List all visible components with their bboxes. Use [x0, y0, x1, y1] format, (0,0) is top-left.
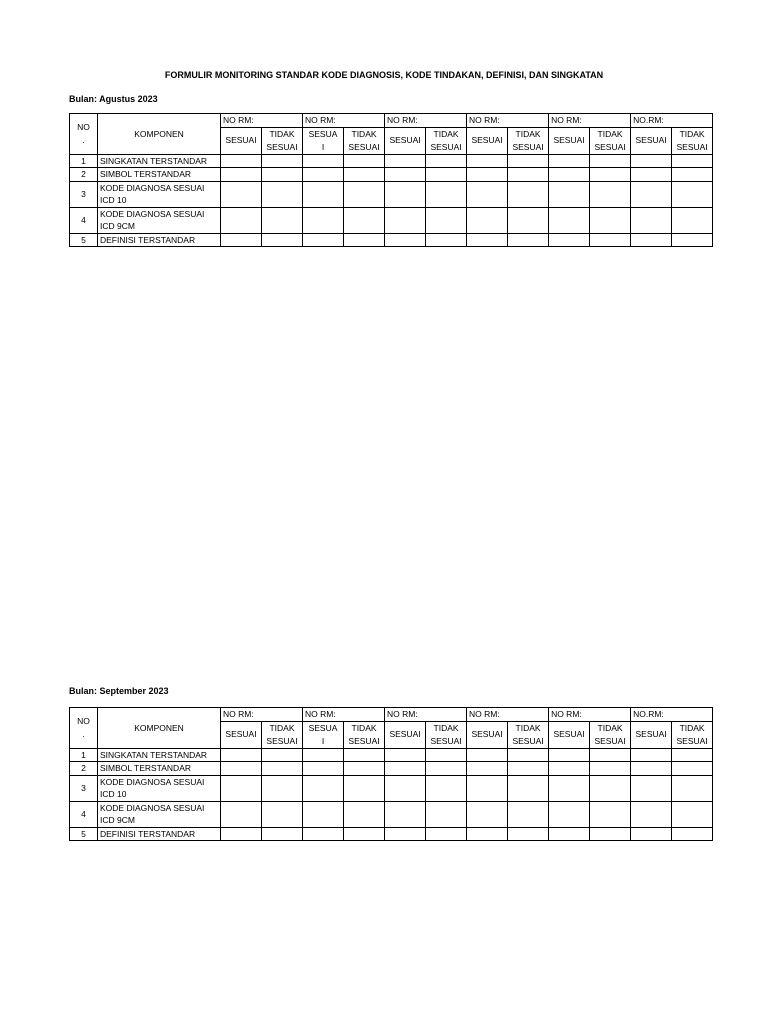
sesuai-check-cell[interactable]: [385, 827, 426, 841]
rm-group-header: [549, 114, 631, 128]
cell-text-line: SESUAI: [676, 141, 708, 152]
sesuai-check-cell[interactable]: [221, 168, 262, 182]
tidak-sesuai-check-cell[interactable]: [672, 207, 713, 233]
tidak-sesuai-check-cell[interactable]: [262, 207, 303, 233]
sesuai-check-cell[interactable]: [221, 762, 262, 776]
cell-text: NO RM:: [469, 709, 500, 719]
sesuai-check-cell[interactable]: [549, 168, 590, 182]
sesuai-check-cell[interactable]: [467, 181, 508, 207]
row-number: [70, 748, 98, 762]
rm-group-header: [221, 114, 303, 128]
sesuai-check-cell[interactable]: [221, 775, 262, 801]
component-name: [98, 233, 221, 247]
cell-text: 5: [81, 234, 86, 245]
sesuai-check-cell[interactable]: [385, 207, 426, 233]
tidak-sesuai-check-cell[interactable]: [344, 233, 385, 247]
cell-text-line: .: [82, 728, 85, 739]
tidak-sesuai-check-cell[interactable]: [508, 233, 549, 247]
row-number: [70, 762, 98, 776]
tidak-sesuai-check-cell[interactable]: [672, 748, 713, 762]
tidak-sesuai-header: [508, 721, 549, 748]
cell-text: NO RM:: [551, 115, 582, 125]
sesuai-header: [549, 721, 590, 748]
sesuai-header: [385, 127, 426, 154]
sesuai-header: [549, 127, 590, 154]
sesuai-check-cell[interactable]: [385, 168, 426, 182]
sesuai-check-cell[interactable]: [303, 762, 344, 776]
cell-text: NO.RM:: [633, 709, 664, 719]
cell-text-line: .: [82, 134, 85, 145]
tidak-sesuai-check-cell[interactable]: [426, 233, 467, 247]
tidak-sesuai-check-cell[interactable]: [590, 154, 631, 168]
sesuai-check-cell[interactable]: [385, 748, 426, 762]
cell-text-line: ICD 10: [100, 195, 127, 205]
cell-text: NO.RM:: [633, 115, 664, 125]
cell-text-line: TIDAK: [433, 129, 459, 139]
sesuai-header: [385, 721, 426, 748]
cell-text-line: TIDAK: [433, 723, 459, 733]
cell-text: 4: [81, 808, 86, 819]
row-number: [70, 801, 98, 827]
cell-text: 4: [81, 214, 86, 225]
component-header: [98, 114, 221, 155]
tidak-sesuai-check-cell[interactable]: [672, 801, 713, 827]
sesuai-check-cell[interactable]: [385, 762, 426, 776]
tidak-sesuai-check-cell[interactable]: [590, 762, 631, 776]
cell-text-line: NO: [77, 122, 90, 133]
tidak-sesuai-check-cell[interactable]: [426, 827, 467, 841]
sesuai-check-cell[interactable]: [467, 762, 508, 776]
cell-text-line: TIDAK: [515, 723, 541, 733]
sesuai-check-cell[interactable]: [385, 154, 426, 168]
tidak-sesuai-check-cell[interactable]: [262, 168, 303, 182]
cell-text-line: SIMBOL TERSTANDAR: [100, 169, 191, 179]
cell-text-line: I: [321, 141, 325, 152]
tidak-sesuai-check-cell[interactable]: [590, 775, 631, 801]
tidak-sesuai-check-cell[interactable]: [672, 168, 713, 182]
cell-text-line: I: [321, 735, 325, 746]
tidak-sesuai-check-cell[interactable]: [262, 181, 303, 207]
month-label: Bulan: Agustus 2023: [69, 94, 158, 104]
sesuai-check-cell[interactable]: [303, 181, 344, 207]
cell-text: SESUAI: [225, 135, 257, 146]
cell-text: SESUAI: [553, 729, 585, 740]
cell-text: NO RM:: [387, 115, 418, 125]
table-row: [70, 181, 713, 207]
sesuai-check-cell[interactable]: [549, 748, 590, 762]
cell-text: SESUAI: [635, 729, 667, 740]
component-name: [98, 181, 221, 207]
cell-text-line: DEFINISI TERSTANDAR: [100, 828, 196, 839]
component-name: [98, 775, 221, 801]
sesuai-header: [467, 127, 508, 154]
tidak-sesuai-header: [508, 127, 549, 154]
tidak-sesuai-check-cell[interactable]: [262, 827, 303, 841]
tidak-sesuai-check-cell[interactable]: [590, 827, 631, 841]
sesuai-check-cell[interactable]: [385, 181, 426, 207]
cell-text: NO RM:: [305, 709, 336, 719]
sesuai-check-cell[interactable]: [467, 748, 508, 762]
component-name: [98, 207, 221, 233]
tidak-sesuai-check-cell[interactable]: [426, 181, 467, 207]
sesuai-check-cell[interactable]: [303, 168, 344, 182]
tidak-sesuai-check-cell[interactable]: [590, 233, 631, 247]
tidak-sesuai-check-cell[interactable]: [672, 827, 713, 841]
cell-text: 3: [81, 782, 86, 793]
tidak-sesuai-check-cell[interactable]: [262, 801, 303, 827]
sesuai-check-cell[interactable]: [631, 233, 672, 247]
sesuai-check-cell[interactable]: [303, 154, 344, 168]
sesuai-check-cell[interactable]: [467, 801, 508, 827]
tidak-sesuai-header: [344, 127, 385, 154]
sesuai-check-cell[interactable]: [467, 168, 508, 182]
cell-text-line: SESUA: [308, 723, 338, 733]
cell-text-line: SESUAI: [348, 735, 380, 746]
tidak-sesuai-check-cell[interactable]: [508, 801, 549, 827]
sesuai-check-cell[interactable]: [549, 233, 590, 247]
rm-group-header: [467, 708, 549, 722]
cell-text: 5: [81, 828, 86, 839]
cell-text: KOMPONEN: [134, 722, 184, 733]
cell-text-line: SESUAI: [266, 141, 298, 152]
tidak-sesuai-check-cell[interactable]: [262, 233, 303, 247]
cell-text: SESUAI: [389, 729, 421, 740]
monitoring-table: [69, 707, 713, 841]
rm-group-header: [385, 708, 467, 722]
cell-text-line: TIDAK: [515, 129, 541, 139]
cell-text-line: SESUAI: [430, 735, 462, 746]
tidak-sesuai-check-cell[interactable]: [672, 181, 713, 207]
cell-text-line: KODE DIAGNOSA SESUAI: [100, 776, 205, 787]
sesuai-check-cell[interactable]: [303, 748, 344, 762]
sesuai-check-cell[interactable]: [549, 154, 590, 168]
row-number: [70, 181, 98, 207]
cell-text: SESUAI: [553, 135, 585, 146]
cell-text: SESUAI: [635, 135, 667, 146]
component-name: [98, 801, 221, 827]
cell-text: NO RM:: [223, 115, 254, 125]
cell-text-line: TIDAK: [269, 723, 295, 733]
sesuai-check-cell[interactable]: [631, 827, 672, 841]
sesuai-check-cell[interactable]: [467, 207, 508, 233]
sesuai-check-cell[interactable]: [303, 207, 344, 233]
rm-group-header: [385, 114, 467, 128]
component-name: [98, 168, 221, 182]
table-row: [70, 233, 713, 247]
cell-text-line: TIDAK: [351, 129, 377, 139]
header-row: [70, 114, 713, 128]
tidak-sesuai-check-cell[interactable]: [262, 775, 303, 801]
tidak-sesuai-check-cell[interactable]: [344, 762, 385, 776]
table-row: [70, 207, 713, 233]
sesuai-check-cell[interactable]: [631, 748, 672, 762]
row-number: [70, 168, 98, 182]
rm-group-header: [221, 708, 303, 722]
cell-text-line: TIDAK: [679, 723, 705, 733]
no-header: [70, 114, 98, 155]
sesuai-check-cell[interactable]: [221, 154, 262, 168]
tidak-sesuai-header: [672, 721, 713, 748]
sesuai-check-cell[interactable]: [631, 801, 672, 827]
tidak-sesuai-header: [426, 127, 467, 154]
tidak-sesuai-check-cell[interactable]: [672, 775, 713, 801]
cell-text: SESUAI: [471, 135, 503, 146]
sesuai-check-cell[interactable]: [549, 775, 590, 801]
sesuai-check-cell[interactable]: [631, 775, 672, 801]
tidak-sesuai-check-cell[interactable]: [672, 762, 713, 776]
component-header: [98, 708, 221, 749]
cell-text: 2: [81, 763, 86, 773]
cell-text-line: SESUAI: [676, 735, 708, 746]
cell-text: NO RM:: [387, 709, 418, 719]
sesuai-header: [631, 127, 672, 154]
sesuai-check-cell[interactable]: [549, 181, 590, 207]
tidak-sesuai-check-cell[interactable]: [344, 154, 385, 168]
cell-text-line: TIDAK: [269, 129, 295, 139]
cell-text-line: ICD 10: [100, 789, 127, 799]
row-number: [70, 233, 98, 247]
cell-text-line: KODE DIAGNOSA SESUAI: [100, 182, 205, 193]
tidak-sesuai-check-cell[interactable]: [672, 154, 713, 168]
cell-text: KOMPONEN: [134, 128, 184, 139]
cell-text: 3: [81, 188, 86, 199]
row-number: [70, 775, 98, 801]
sesuai-check-cell[interactable]: [303, 801, 344, 827]
tidak-sesuai-check-cell[interactable]: [508, 154, 549, 168]
sesuai-header: [221, 127, 262, 154]
rm-group-header: [303, 114, 385, 128]
cell-text-line: SESUA: [308, 129, 338, 139]
sesuai-check-cell[interactable]: [549, 827, 590, 841]
sesuai-check-cell[interactable]: [631, 762, 672, 776]
cell-text-line: SESUAI: [594, 735, 626, 746]
cell-text-line: TIDAK: [597, 129, 623, 139]
cell-text-line: ICD 9CM: [100, 815, 135, 825]
tidak-sesuai-check-cell[interactable]: [590, 801, 631, 827]
sesuai-check-cell[interactable]: [385, 801, 426, 827]
cell-text: NO RM:: [551, 709, 582, 719]
tidak-sesuai-header: [590, 721, 631, 748]
table-row: [70, 748, 713, 762]
cell-text: 2: [81, 169, 86, 179]
component-name: [98, 762, 221, 776]
cell-text-line: SESUAI: [430, 141, 462, 152]
cell-text: SESUAI: [389, 135, 421, 146]
sesuai-check-cell[interactable]: [631, 181, 672, 207]
component-name: [98, 748, 221, 762]
tidak-sesuai-check-cell[interactable]: [508, 827, 549, 841]
tidak-sesuai-check-cell[interactable]: [262, 154, 303, 168]
tidak-sesuai-header: [672, 127, 713, 154]
rm-group-header: [549, 708, 631, 722]
tidak-sesuai-check-cell[interactable]: [426, 801, 467, 827]
month-label: Bulan: September 2023: [69, 686, 169, 696]
tidak-sesuai-check-cell[interactable]: [426, 154, 467, 168]
tidak-sesuai-header: [344, 721, 385, 748]
tidak-sesuai-check-cell[interactable]: [344, 181, 385, 207]
table-row: [70, 168, 713, 182]
sesuai-check-cell[interactable]: [467, 827, 508, 841]
tidak-sesuai-check-cell[interactable]: [508, 181, 549, 207]
tidak-sesuai-check-cell[interactable]: [508, 775, 549, 801]
tidak-sesuai-check-cell[interactable]: [344, 748, 385, 762]
tidak-sesuai-check-cell[interactable]: [344, 827, 385, 841]
header-row: [70, 708, 713, 722]
sesuai-check-cell[interactable]: [467, 775, 508, 801]
tidak-sesuai-check-cell[interactable]: [590, 168, 631, 182]
sesuai-check-cell[interactable]: [221, 748, 262, 762]
sesuai-check-cell[interactable]: [221, 801, 262, 827]
tidak-sesuai-check-cell[interactable]: [426, 762, 467, 776]
sesuai-check-cell[interactable]: [631, 168, 672, 182]
tidak-sesuai-check-cell[interactable]: [508, 207, 549, 233]
table-row: [70, 801, 713, 827]
sesuai-check-cell[interactable]: [385, 775, 426, 801]
component-name: [98, 154, 221, 168]
sesuai-header: [221, 721, 262, 748]
tidak-sesuai-check-cell[interactable]: [426, 207, 467, 233]
tidak-sesuai-check-cell[interactable]: [344, 168, 385, 182]
cell-text: NO RM:: [469, 115, 500, 125]
tidak-sesuai-header: [426, 721, 467, 748]
cell-text-line: TIDAK: [351, 723, 377, 733]
tidak-sesuai-check-cell[interactable]: [426, 775, 467, 801]
cell-text-line: NO: [77, 716, 90, 727]
tidak-sesuai-check-cell[interactable]: [262, 748, 303, 762]
monitoring-table: [69, 113, 713, 247]
cell-text: SESUAI: [471, 729, 503, 740]
sesuai-check-cell[interactable]: [631, 154, 672, 168]
tidak-sesuai-check-cell[interactable]: [590, 748, 631, 762]
sesuai-check-cell[interactable]: [303, 233, 344, 247]
rm-group-header: [631, 114, 713, 128]
cell-text-line: SINGKATAN TERSTANDAR: [100, 749, 208, 760]
sesuai-check-cell[interactable]: [385, 233, 426, 247]
cell-text-line: KODE DIAGNOSA SESUAI: [100, 208, 205, 219]
tidak-sesuai-check-cell[interactable]: [426, 168, 467, 182]
tidak-sesuai-header: [590, 127, 631, 154]
table-row: [70, 775, 713, 801]
component-name: [98, 827, 221, 841]
table-row: [70, 154, 713, 168]
sesuai-check-cell[interactable]: [303, 775, 344, 801]
sesuai-check-cell[interactable]: [221, 207, 262, 233]
sesuai-header: [303, 721, 344, 748]
cell-text: 1: [81, 749, 86, 760]
sesuai-check-cell[interactable]: [549, 801, 590, 827]
tidak-sesuai-check-cell[interactable]: [262, 762, 303, 776]
tidak-sesuai-check-cell[interactable]: [344, 775, 385, 801]
sesuai-check-cell[interactable]: [221, 233, 262, 247]
cell-text-line: SESUAI: [512, 141, 544, 152]
cell-text-line: TIDAK: [679, 129, 705, 139]
cell-text-line: SESUAI: [594, 141, 626, 152]
tidak-sesuai-header: [262, 721, 303, 748]
table-row: [70, 762, 713, 776]
row-number: [70, 154, 98, 168]
cell-text: NO RM:: [223, 709, 254, 719]
rm-group-header: [631, 708, 713, 722]
no-header: [70, 708, 98, 749]
tidak-sesuai-check-cell[interactable]: [508, 762, 549, 776]
cell-text-line: SIMBOL TERSTANDAR: [100, 763, 191, 773]
sesuai-header: [303, 127, 344, 154]
table-row: [70, 827, 713, 841]
row-number: [70, 827, 98, 841]
sesuai-check-cell[interactable]: [221, 827, 262, 841]
tidak-sesuai-check-cell[interactable]: [590, 181, 631, 207]
cell-text-line: DEFINISI TERSTANDAR: [100, 234, 196, 245]
sesuai-check-cell[interactable]: [467, 233, 508, 247]
rm-group-header: [467, 114, 549, 128]
tidak-sesuai-check-cell[interactable]: [344, 207, 385, 233]
cell-text-line: KODE DIAGNOSA SESUAI: [100, 802, 205, 813]
tidak-sesuai-check-cell[interactable]: [590, 207, 631, 233]
cell-text: NO RM:: [305, 115, 336, 125]
cell-text: 1: [81, 155, 86, 166]
tidak-sesuai-header: [262, 127, 303, 154]
sesuai-check-cell[interactable]: [631, 207, 672, 233]
cell-text-line: ICD 9CM: [100, 221, 135, 231]
sesuai-check-cell[interactable]: [303, 827, 344, 841]
tidak-sesuai-check-cell[interactable]: [426, 748, 467, 762]
cell-text-line: SESUAI: [348, 141, 380, 152]
tidak-sesuai-check-cell[interactable]: [508, 748, 549, 762]
sesuai-check-cell[interactable]: [549, 762, 590, 776]
cell-text-line: SESUAI: [512, 735, 544, 746]
row-number: [70, 207, 98, 233]
tidak-sesuai-check-cell[interactable]: [672, 233, 713, 247]
sesuai-check-cell[interactable]: [549, 207, 590, 233]
tidak-sesuai-check-cell[interactable]: [508, 168, 549, 182]
sesuai-check-cell[interactable]: [221, 181, 262, 207]
sesuai-header: [467, 721, 508, 748]
tidak-sesuai-check-cell[interactable]: [344, 801, 385, 827]
cell-text-line: SINGKATAN TERSTANDAR: [100, 155, 208, 166]
cell-text-line: SESUAI: [266, 735, 298, 746]
document-title: FORMULIR MONITORING STANDAR KODE DIAGNOSIS, KODE TINDAKAN, DEFINISI, DAN SINGKATAN: [164, 70, 604, 80]
cell-text-line: TIDAK: [597, 723, 623, 733]
rm-group-header: [303, 708, 385, 722]
sesuai-header: [631, 721, 672, 748]
cell-text: SESUAI: [225, 729, 257, 740]
sesuai-check-cell[interactable]: [467, 154, 508, 168]
